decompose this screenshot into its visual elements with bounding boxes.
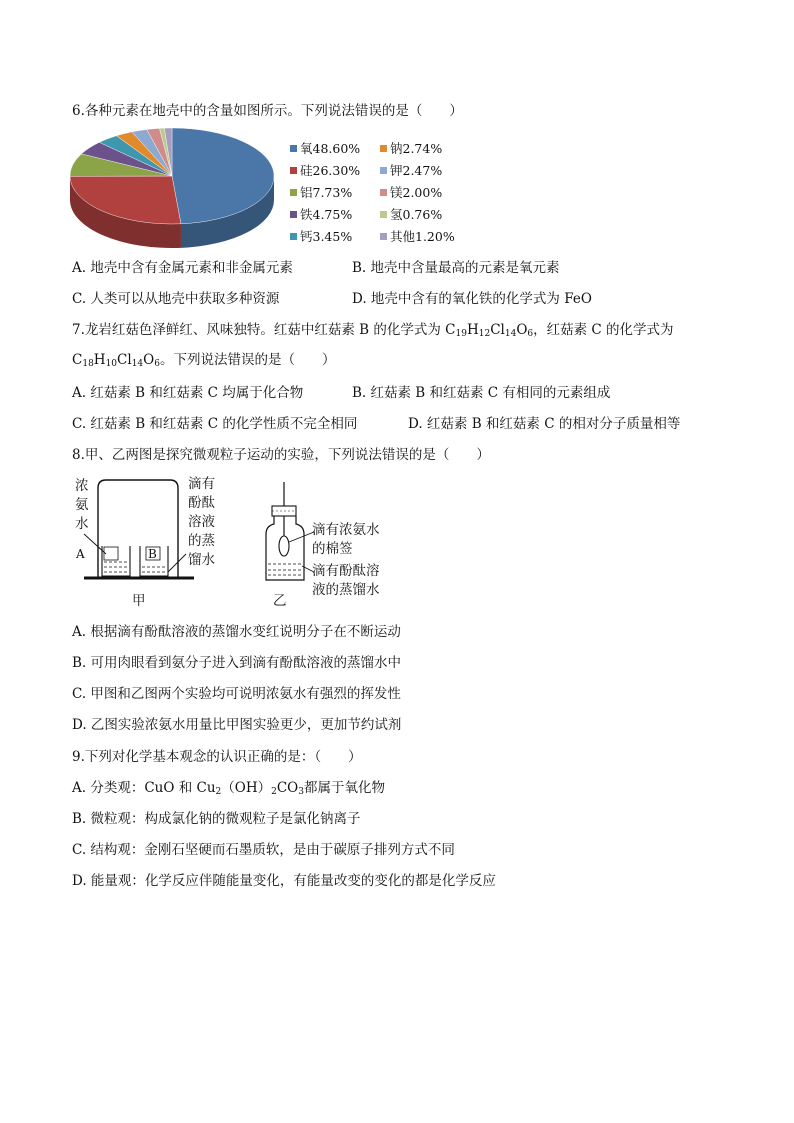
q8-label-phenolphthalein-water: 滴有 酚酞 溶液 的蒸 馏水 <box>188 476 215 568</box>
q6-option-c: C. 人类可以从地壳中获取多种资源 <box>72 291 280 307</box>
legend-swatch <box>380 233 387 240</box>
legend-item-氧 <box>290 140 360 158</box>
legend-label: 钠2.74% <box>390 141 443 156</box>
q7-stem-line1: 7.龙岩红菇色泽鲜红、风味独特。红菇中红菇素 B 的化学式为 $C_{19}H_{12}Cl_{14}O_6$，红菇素 C 的化学式为 <box>72 322 674 339</box>
legend-item-镁 <box>380 184 442 202</box>
q9-option-c: C. 结构观：金刚石坚硬而石墨质软，是由于碳原子排列方式不同 <box>72 842 455 858</box>
legend-item-钾 <box>380 162 442 180</box>
legend-label: 硅26.30% <box>300 163 361 178</box>
legend-item-铁 <box>290 206 352 224</box>
q6-pie-chart <box>68 126 280 252</box>
legend-swatch <box>290 145 297 152</box>
q8-option-b: B. 可用肉眼看到氨分子进入到滴有酚酞溶液的蒸馏水中 <box>72 655 402 671</box>
q8-label-swab: 滴有浓氨水 的棉签 <box>312 522 380 557</box>
legend-label: 铁4.75% <box>300 207 353 222</box>
legend-swatch <box>380 189 387 196</box>
q7-option-d: D. 红菇素 B 和红菇素 C 的相对分子质量相等 <box>408 416 681 432</box>
q8-option-c: C. 甲图和乙图两个实验均可说明浓氨水有强烈的挥发性 <box>72 686 401 702</box>
q6-option-b: B. 地壳中含量最高的元素是氧元素 <box>352 260 560 276</box>
q8-option-a: A. 根据滴有酚酞溶液的蒸馏水变红说明分子在不断运动 <box>72 624 401 640</box>
q9-option-d: D. 能量观：化学反应伴随能量变化，有能量改变的变化的都是化学反应 <box>72 873 496 889</box>
q6-option-d: D. 地壳中含有的氧化铁的化学式为 FeO <box>352 291 592 307</box>
legend-label: 氢0.76% <box>390 207 443 222</box>
legend-label: 镁2.00% <box>390 185 443 200</box>
q8-beaker-a-label: A <box>76 547 85 561</box>
legend-item-钠 <box>380 140 442 158</box>
legend-swatch <box>290 233 297 240</box>
legend-swatch <box>290 189 297 196</box>
q8-label-water: 滴有酚酞溶 液的蒸馏水 <box>312 563 380 598</box>
legend-swatch <box>290 167 297 174</box>
legend-item-氢 <box>380 206 442 224</box>
legend-swatch <box>380 167 387 174</box>
legend-swatch <box>380 211 387 218</box>
q9-option-a: A. 分类观：CuO 和 $Cu_2(OH)_2CO_3$都属于氧化物 <box>72 780 385 797</box>
legend-item-硅 <box>290 162 360 180</box>
q6-option-a: A. 地壳中含有金属元素和非金属元素 <box>72 260 293 276</box>
q6-stem: 6.各种元素在地壳中的含量如图所示。下列说法错误的是（ ） <box>72 103 463 119</box>
legend-label: 铝7.73% <box>300 185 353 200</box>
legend-label: 其他1.20% <box>390 229 455 244</box>
legend-swatch <box>380 145 387 152</box>
legend-swatch <box>290 211 297 218</box>
q8-stem: 8.甲、乙两图是探究微观粒子运动的实验，下列说法错误的是（ ） <box>72 447 490 463</box>
q7-option-c: C. 红菇素 B 和红菇素 C 的化学性质不完全相同 <box>72 416 358 432</box>
legend-label: 钙3.45% <box>300 229 353 244</box>
legend-label: 氧48.60% <box>300 141 361 156</box>
q7-stem-line2: $C_{18}H_{10}Cl_{14}O_6$。下列说法错误的是（ ） <box>72 352 336 369</box>
q8-figure-yi-caption: 乙 <box>273 593 287 609</box>
q8-label-conc-ammonia: 浓 氨 水 <box>75 478 89 532</box>
q8-beaker-b-label: B <box>148 547 157 561</box>
legend-item-铝 <box>290 184 352 202</box>
q9-option-b: B. 微粒观：构成氯化钠的微观粒子是氯化钠离子 <box>72 811 361 827</box>
q8-figure-jia-caption: 甲 <box>132 593 146 609</box>
q9-stem: 9.下列对化学基本观念的认识正确的是：（ ） <box>72 749 362 765</box>
q8-option-d: D. 乙图实验浓氨水用量比甲图实验更少，更加节约试剂 <box>72 717 402 733</box>
q8-figure-yi <box>258 480 318 590</box>
legend-item-钙 <box>290 228 352 246</box>
legend-item-其他 <box>380 228 455 246</box>
q7-option-b: B. 红菇素 B 和红菇素 C 有相同的元素组成 <box>352 385 611 401</box>
legend-label: 钾2.47% <box>390 163 443 178</box>
q7-option-a: A. 红菇素 B 和红菇素 C 均属于化合物 <box>72 385 304 401</box>
